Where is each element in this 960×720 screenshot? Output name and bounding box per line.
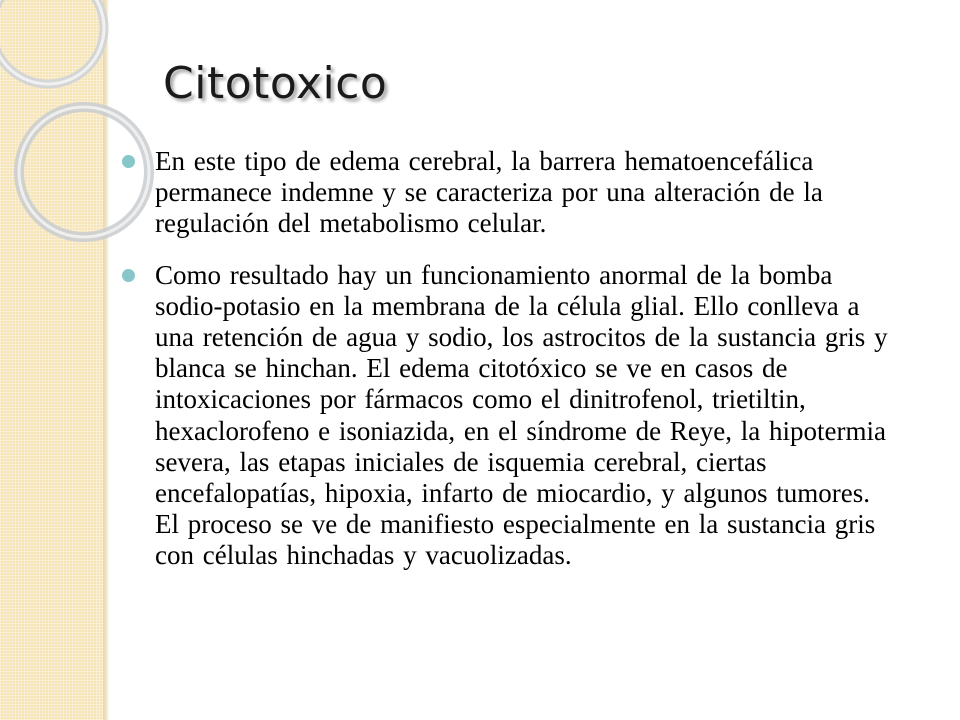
bullet-item bbox=[155, 146, 895, 240]
bullet-item bbox=[155, 260, 895, 572]
ring-bottom-inner bbox=[19, 107, 149, 237]
bullet-text: En este tipo de edema cerebral, la barrera hematoencefálica permanece indemne y se caracteriza por una alteración de la regulación del metabolismo celular. bbox=[155, 146, 823, 239]
slide-title: Citotoxico bbox=[163, 58, 388, 109]
ring-top bbox=[0, 0, 104, 84]
bullet-dot-icon bbox=[122, 155, 135, 168]
bullet-text: Como resultado hay un funcionamiento anormal de la bomba sodio-potasio en la membrana de la célula glial. Ello conlleva a una retención de agua y sodio, los astrocitos de la sustancia gris y blanca se hinchan. El edema citotóxico se ve en casos de intoxicaciones por fármacos como el dinitrofenol, trietiltin, hexaclorofeno e isoniazida, en el síndrome de Reye, la hipotermia severa, las etapas iniciales de isquemia cerebral, ciertas encefalopatías, hipoxia, infarto de miocardio, y algunos tumores. El proceso se ve de manifiesto especialmente en la sustancia gris con células hinchadas y vacuolizadas. bbox=[155, 259, 888, 571]
bullet-dot-icon bbox=[122, 269, 135, 282]
bullet-list bbox=[155, 146, 895, 592]
